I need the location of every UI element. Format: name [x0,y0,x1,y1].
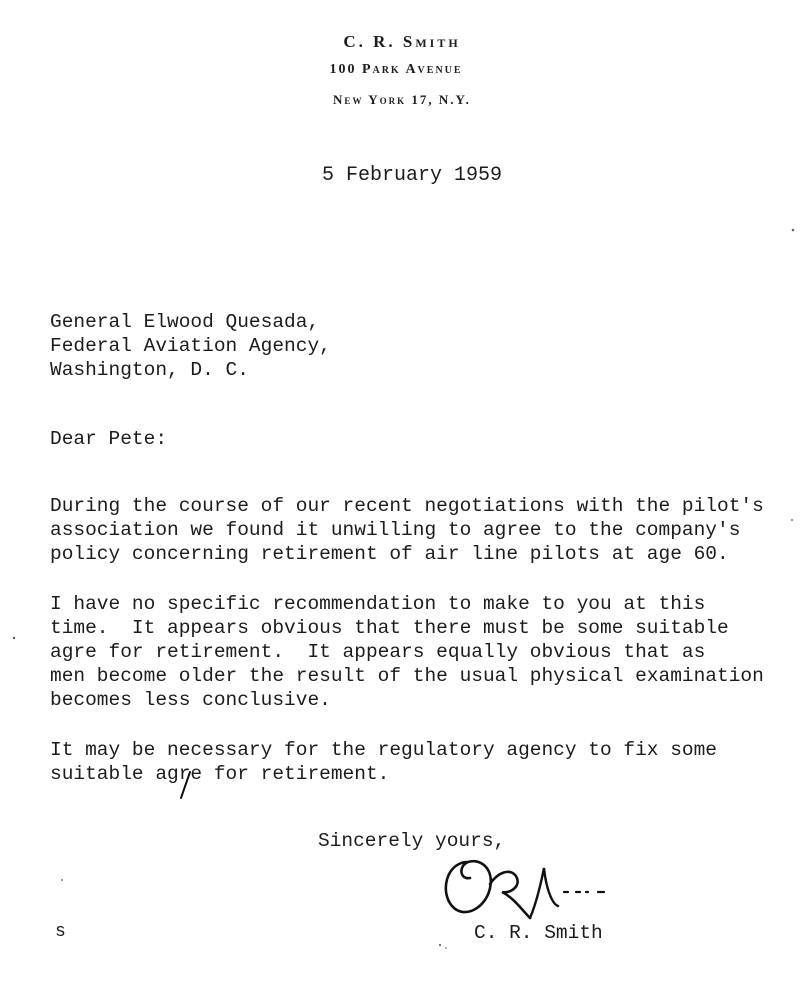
body-line: agre for retirement. It appears equally obvious that as [50,641,706,663]
recipient-line: Washington, D. C. [50,359,249,381]
letter-date: 5 February 1959 [322,164,503,187]
letterhead-name: C. R. Smith [343,32,461,51]
letterhead-city: New York 17, N.Y. [333,92,471,107]
body-line: association we found it unwilling to agree to the company's [50,519,741,541]
handwritten-signature [436,848,616,928]
body-line: I have no specific recommendation to make to you at this [50,593,706,615]
body-line: time. It appears obvious that there must be some suitable [50,617,729,639]
recipient-line: Federal Aviation Agency, [50,335,331,357]
typist-initial: s [55,922,66,942]
body-line: During the course of our recent negotiations with the pilot's [50,495,764,517]
salutation: Dear Pete: [50,428,168,450]
body-line: policy concerning retirement of air line pilots at age 60. [50,543,729,565]
handwritten-correction-mark [168,770,198,802]
body-line: men become older the result of the usual physical examination [50,665,764,687]
body-line: It may be necessary for the regulatory agency to fix some [50,739,718,761]
closing: Sincerely yours, [318,830,506,852]
body-line: suitable agre for retirement. [50,763,390,785]
letterhead-street: 100 Park Avenue [329,62,463,77]
body-line: becomes less conclusive. [50,689,331,711]
recipient-line: General Elwood Quesada, [50,311,320,333]
signatory-name: C. R. Smith [474,922,603,944]
